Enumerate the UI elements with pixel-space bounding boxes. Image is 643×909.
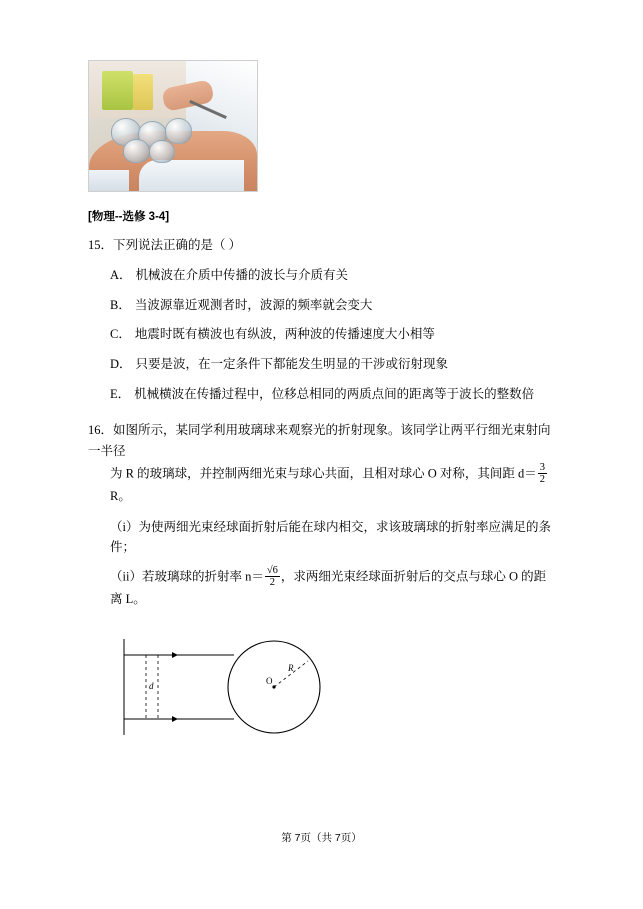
photo-green-object — [102, 71, 132, 110]
photo-towel-left — [88, 170, 129, 191]
option-label: E． — [110, 386, 131, 401]
svg-text:d: d — [149, 681, 154, 692]
document-content — [88, 60, 558, 747]
section-header: [物理--选修 3-4] — [88, 211, 170, 223]
question-16-sub-ii-post: ，求两细光束经球面折射后的交点与球心 O 的距离 L。 — [110, 569, 547, 607]
question-16-stem-line2-post: R。 — [110, 489, 131, 504]
fraction-numerator: 3 — [539, 462, 545, 474]
glass-sphere-refraction-diagram — [116, 627, 376, 747]
photo-cup — [123, 139, 150, 163]
photo-cup — [165, 118, 192, 143]
svg-text:R: R — [288, 663, 294, 674]
question-16-stem-line2-pre: 为 R 的玻璃球，并控制两细光束与球心共面，且相对球心 O 对称，其间距 d＝ — [110, 466, 537, 481]
fraction-d — [538, 462, 547, 485]
cupping-therapy-photo — [88, 60, 258, 192]
option-label: B． — [110, 297, 131, 312]
question-15-option-a — [110, 266, 558, 285]
option-text: 当波源靠近观测者时，波源的频率就会变大 — [134, 297, 373, 312]
question-15-option-d — [110, 355, 558, 374]
photo-yellow-object — [133, 74, 153, 110]
question-15-option-e — [110, 385, 558, 404]
option-label: D． — [110, 357, 132, 371]
question-15-stem: 15．下列说法正确的是（ ） — [88, 238, 242, 252]
option-label: C． — [110, 327, 131, 342]
question-16-sub-i: （i）为使两细光束经球面折射后能在球内相交，求该玻璃球的折射率应满足的条件； — [110, 520, 551, 555]
option-text: 地震时既有横波也有纵波，两种波的传播速度大小相等 — [134, 327, 435, 342]
photo-towel-right — [139, 160, 243, 191]
fraction-denominator: 2 — [539, 474, 545, 486]
question-16-stem-line1: 16．如图所示，某同学利用玻璃球来观察光的折射现象。该同学让两平行细光束射向一半径 — [88, 422, 551, 459]
option-text: 机械波在介质中传播的波长与介质有关 — [135, 267, 349, 282]
question-15-option-b — [110, 296, 558, 315]
photo-cup — [149, 140, 175, 163]
page-footer: 第 7页（共 7页） — [281, 832, 362, 844]
fraction-numerator: √6 — [266, 565, 278, 577]
fraction-n — [265, 565, 280, 588]
question-16-sub-ii-pre: （ii）若玻璃球的折射率 n＝ — [110, 569, 264, 584]
svg-text:O: O — [266, 676, 273, 687]
question-15-option-c — [110, 325, 558, 344]
option-text: 只要是波，在一定条件下都能发生明显的干涉或衍射现象 — [135, 357, 449, 371]
question-16-stem-line2 — [110, 463, 558, 508]
fraction-denominator: 2 — [265, 576, 280, 588]
option-label: A． — [110, 267, 132, 282]
option-text: 机械横波在传播过程中，位移总相同的两质点间的距离等于波长的整数倍 — [134, 386, 535, 401]
question-16-sub-ii — [110, 566, 558, 609]
